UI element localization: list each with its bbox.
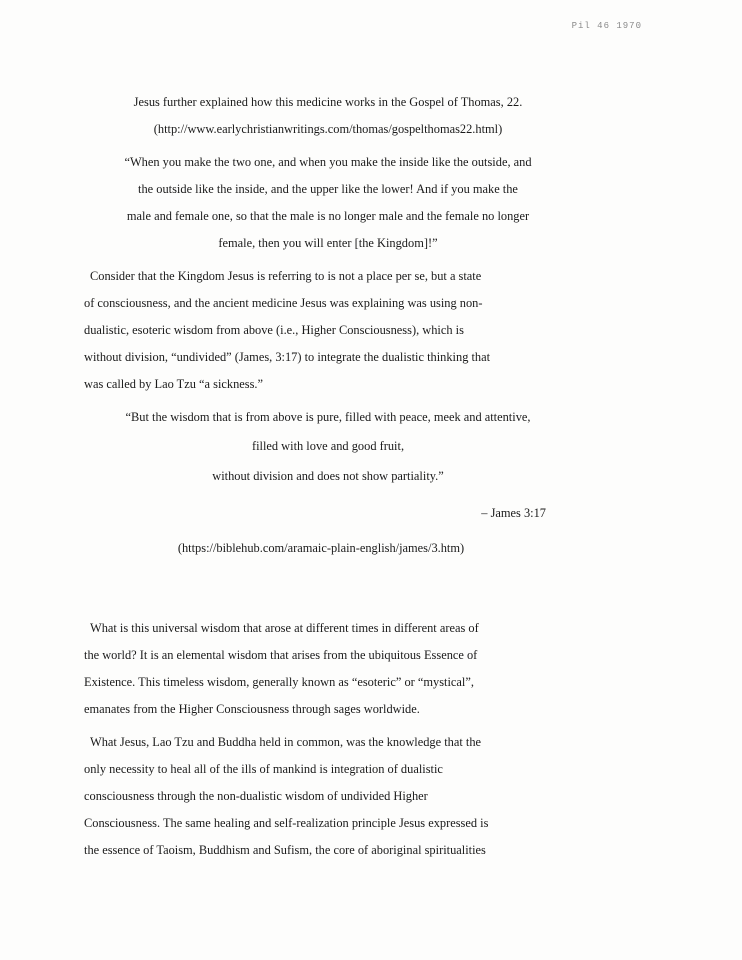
james-quote: [84, 404, 572, 491]
text-line: “When you make the two one, and when you make the inside like the outside, and: [124, 155, 532, 169]
universal-wisdom-paragraph: [84, 615, 572, 723]
text-line: the essence of Taoism, Buddhism and Sufism, the core of aboriginal spiritualities: [84, 843, 486, 857]
text-line: consciousness through the non-dualistic wisdom of undivided Higher: [84, 789, 428, 803]
document-body: [84, 89, 572, 864]
common-knowledge-paragraph: [84, 729, 572, 864]
thomas-quote: [84, 149, 572, 257]
text-line: Consciousness. The same healing and self-realization principle Jesus expressed is: [84, 816, 489, 830]
text-line: filled with love and good fruit,: [251, 439, 405, 453]
text-line: What is this universal wisdom that arose at different times in different areas of: [90, 621, 479, 635]
consider-paragraph: [84, 263, 572, 398]
text-line: “But the wisdom that is from above is pure, filled with peace, meek and attentive,: [125, 410, 531, 424]
thomas-link[interactable]: (http://www.earlychristianwritings.com/thomas/gospelthomas22.html): [153, 122, 503, 136]
text-line: What Jesus, Lao Tzu and Buddha held in common, was the knowledge that the: [90, 735, 482, 749]
text-line: of consciousness, and the ancient medicine Jesus was explaining was using non-: [84, 296, 483, 310]
text-line: male and female one, so that the male is no longer male and the female no longer: [126, 209, 530, 223]
biblehub-link[interactable]: (https://biblehub.com/aramaic-plain-english/james/3.htm): [177, 541, 465, 555]
text-line: Jesus further explained how this medicine works in the Gospel of Thomas, 22.: [133, 95, 523, 109]
text-line: Consider that the Kingdom Jesus is referring to is not a place per se, but a state: [90, 269, 482, 283]
text-line: only necessity to heal all of the ills of mankind is integration of dualistic: [84, 762, 443, 776]
text-line: dualistic, esoteric wisdom from above (i.e., Higher Consciousness), which is: [84, 323, 464, 337]
text-line: the outside like the inside, and the upper like the lower! And if you make the: [138, 182, 518, 196]
page-header-id: Pil 46 1970: [571, 21, 642, 31]
text-line: was called by Lao Tzu “a sickness.”: [84, 377, 264, 391]
text-line: the world? It is an elemental wisdom that arises from the ubiquitous Essence of: [84, 648, 478, 662]
intro-paragraph: [84, 89, 572, 143]
text-line: without division and does not show partiality.”: [212, 469, 444, 483]
text-line: Existence. This timeless wisdom, generally known as “esoteric” or “mystical”,: [84, 675, 474, 689]
text-line: without division, “undivided” (James, 3:17) to integrate the dualistic thinking that: [84, 350, 491, 364]
text-line: emanates from the Higher Consciousness through sages worldwide.: [84, 702, 420, 716]
text-line: female, then you will enter [the Kingdom]!”: [218, 236, 438, 250]
quote-attribution: – James 3:17: [481, 506, 546, 520]
